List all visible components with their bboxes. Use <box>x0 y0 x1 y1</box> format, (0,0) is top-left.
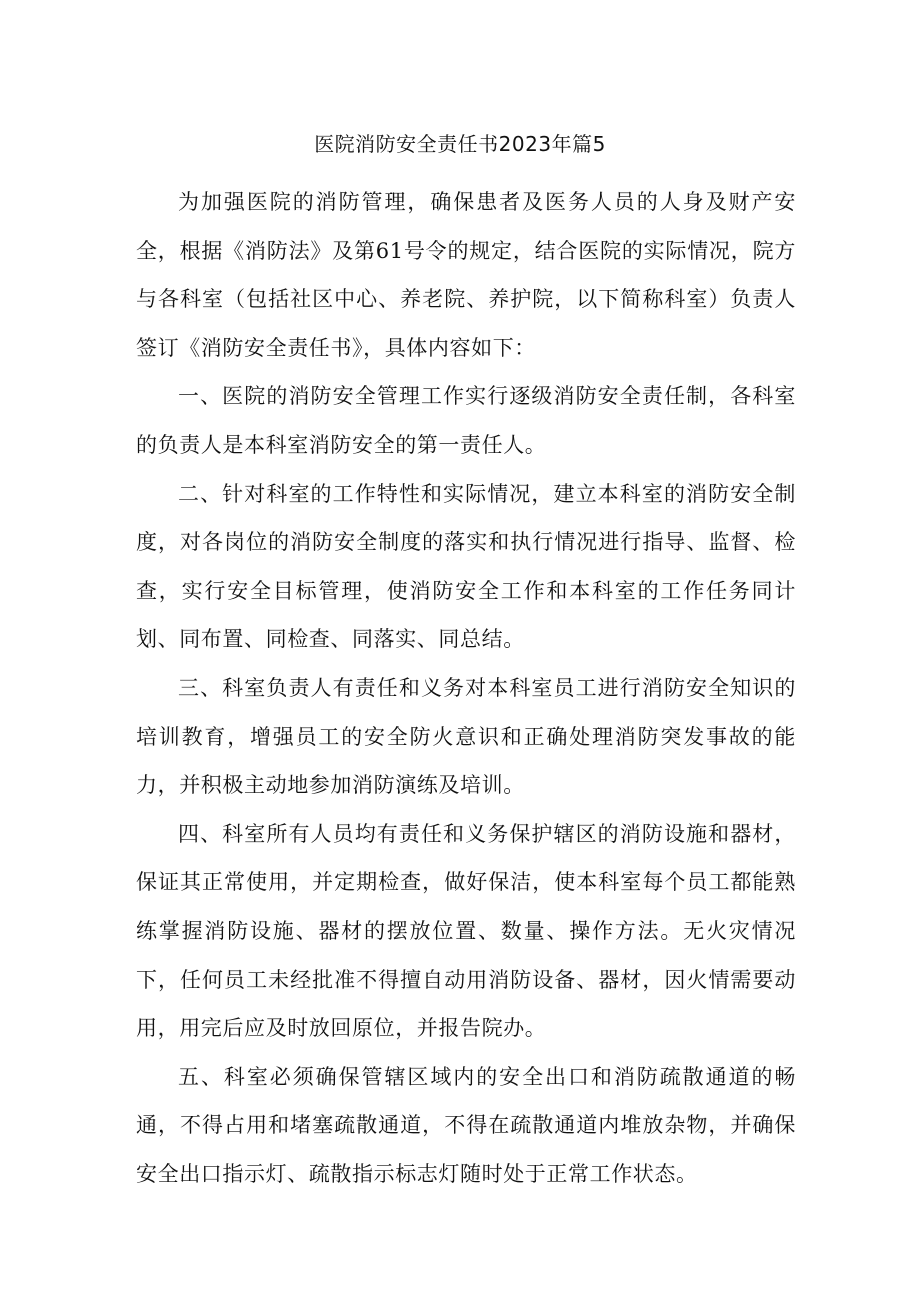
paragraph-clause-2: 二、针对科室的工作特性和实际情况，建立本科室的消防安全制度，对各岗位的消防安全制度的落实和执行情况进行指导、监督、检查，实行安全目标管理，使消防安全工作和本科室的工作任务同计划、同布置、同检查、同落实、同总结。 <box>136 481 796 652</box>
paragraph-clause-4: 四、科室所有人员均有责任和义务保护辖区的消防设施和器材，保证其正常使用，并定期检查，做好保洁，使本科室每个员工都能熟练掌握消防设施、器材的摆放位置、数量、操作方法。无火灾情况下，任何员工未经批准不得擅自动用消防设备、器材，因火情需要动用，用完后应及时放回原位，并报告院办。 <box>136 821 796 1041</box>
document-body <box>136 178 796 1198</box>
paragraph-clause-5: 五、科室必须确保管辖区域内的安全出口和消防疏散通道的畅通，不得占用和堵塞疏散通道，不得在疏散通道内堆放杂物，并确保安全出口指示灯、疏散指示标志灯随时处于正常工作状态。 <box>136 1064 796 1186</box>
paragraph-clause-3: 三、科室负责人有责任和义务对本科室员工进行消防安全知识的培训教育，增强员工的安全防火意识和正确处理消防突发事故的能力，并积极主动地参加消防演练及培训。 <box>136 675 796 798</box>
document-title: 医院消防安全责任书2023年篇5 <box>314 132 606 156</box>
paragraph-intro: 为加强医院的消防管理，确保患者及医务人员的人身及财产安全，根据《消防法》及第61号令的规定，结合医院的实际情况，院方与各科室（包括社区中心、养老院、养护院，以下简称科室）负责人签订《消防安全责任书》，具体内容如下： <box>136 190 796 360</box>
paragraph-clause-1: 一、医院的消防安全管理工作实行逐级消防安全责任制，各科室的负责人是本科室消防安全的第一责任人。 <box>136 384 796 457</box>
